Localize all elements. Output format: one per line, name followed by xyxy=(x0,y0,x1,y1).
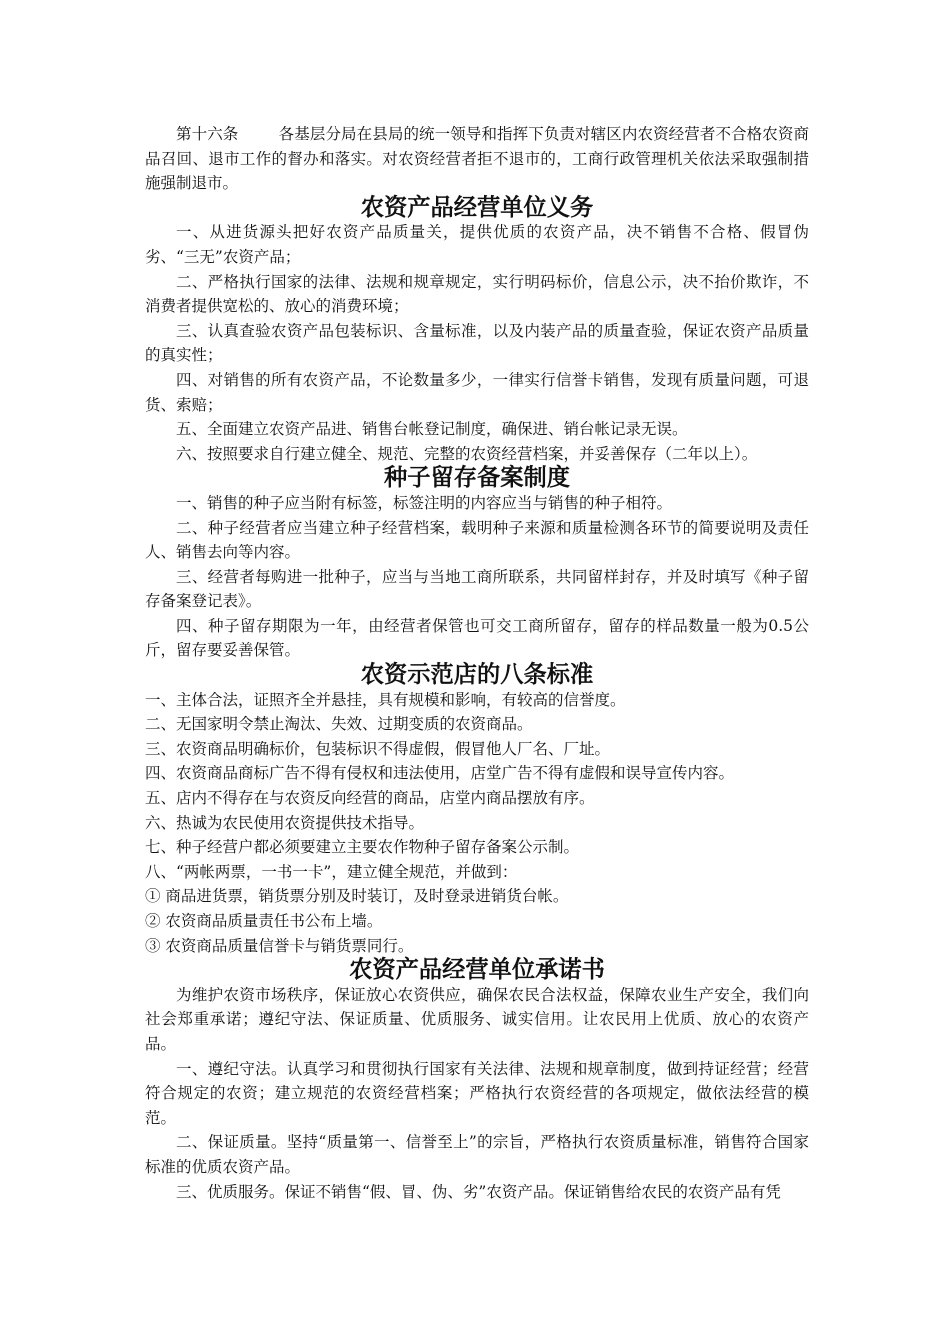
section-title-obligations: 农资产品经营单位义务 xyxy=(360,193,594,221)
obligation-item: 三、认真查验农资产品包装标识、含量标准，以及内装产品的质量查验，保证农资产品质量的真实性； xyxy=(145,321,809,365)
article-16-label: 第十六条 xyxy=(176,125,239,143)
obligation-item: 五、全面建立农资产品进、销售台帐登记制度，确保进、销台帐记录无误。 xyxy=(176,420,688,439)
pledge-paragraph: 三、优质服务。保证不销售“假、冒、伪、劣”农资产品。保证销售给农民的农资产品有凭 xyxy=(176,1182,781,1201)
seed-rule-item: 二、种子经营者应当建立种子经营档案，载明种子来源和质量检测各环节的简要说明及责任人、销售去向等内容。 xyxy=(145,518,809,562)
pledge-paragraph: 一、遵纪守法。认真学习和贯彻执行国家有关法律、法规和规章制度，做到持证经营；经营符合规定的农资；建立规范的农资经营档案；严格执行农资经营的各项规定，做依法经营的模范。 xyxy=(145,1059,809,1127)
obligation-item: 一、从进货源头把好农资产品质量关，提供优质的农资产品，决不销售不合格、假冒伪劣、“三无”农资产品； xyxy=(145,223,809,266)
standard-item: 五、店内不得存在与农资反向经营的商品，店堂内商品摆放有序。 xyxy=(145,789,595,808)
section-title-standards: 农资示范店的八条标准 xyxy=(360,661,594,689)
standard-subitem: ③ 农资商品质量信誉卡与销货票同行。 xyxy=(145,936,414,955)
obligation-item: 六、按照要求自行建立健全、规范、完整的农资经营档案，并妥善保存（二年以上）。 xyxy=(176,444,758,463)
obligation-item: 二、严格执行国家的法律、法规和规章规定，实行明码标价，信息公示，决不抬价欺诈，不消费者提供宽松的、放心的消费环境； xyxy=(145,272,809,316)
standard-item: 三、农资商品明确标价，包装标识不得虚假，假冒他人厂名、厂址。 xyxy=(145,739,611,758)
standard-item: 一、主体合法，证照齐全并悬挂，具有规模和影响，有较高的信誉度。 xyxy=(145,690,626,709)
standard-subitem: ① 商品进货票，销货票分别及时装订，及时登录进销货台帐。 xyxy=(145,887,569,906)
standard-subitem: ② 农资商品质量责任书公布上墙。 xyxy=(145,912,383,930)
pledge-paragraph: 二、保证质量。坚持“质量第一、信誉至上”的宗旨，严格执行农资质量标准，销售符合国家标准的优质农资产品。 xyxy=(145,1133,809,1176)
seed-rule-item: 一、销售的种子应当附有标签，标签注明的内容应当与销售的种子相符。 xyxy=(176,493,673,512)
seed-rule-item: 三、经营者每购进一批种子，应当与当地工商所联系，共同留样封存，并及时填写《种子留存备案登记表》。 xyxy=(145,567,809,611)
standard-item: 二、无国家明令禁止淘汰、失效、过期变质的农资商品。 xyxy=(145,715,533,734)
section-title-pledge: 农资产品经营单位承诺书 xyxy=(349,956,605,984)
document-page xyxy=(145,122,809,1204)
article-16 xyxy=(145,122,809,196)
standard-item: 六、热诚为农民使用农资提供技术指导。 xyxy=(145,813,425,832)
standard-item: 七、种子经营户都必须要建立主要农作物种子留存备案公示制。 xyxy=(145,838,580,857)
section-title-seeds: 种子留存备案制度 xyxy=(383,464,570,492)
pledge-paragraph: 为维护农资市场秩序，保证放心农资供应，确保农民合法权益，保障农业生产安全，我们向社会郑重承诺；遵纪守法、保证质量、优质服务、诚实信用。让农民用上优质、放心的农资产品。 xyxy=(145,985,809,1053)
standard-item: 八、“两帐两票，一书一卡”，建立健全规范，并做到： xyxy=(145,862,518,881)
article-16-text: 各基层分局在县局的统一领导和指挥下负责对辖区内农资经营者不合格农资商品召回、退市工作的督办和落实。对农资经营者拒不退市的，工商行政管理机关依法采取强制措施强制退市。 xyxy=(145,125,809,193)
standard-item: 四、农资商品商标广告不得有侵权和违法使用，店堂广告不得有虚假和误导宣传内容。 xyxy=(145,764,735,783)
obligation-item: 四、对销售的所有农资产品，不论数量多少，一律实行信誉卡销售，发现有质量问题，可退货、索赔； xyxy=(145,370,809,414)
seed-rule-item: 四、种子留存期限为一年，由经营者保管也可交工商所留存，留存的样品数量一般为0.5公斤，留存要妥善保管。 xyxy=(145,616,809,660)
